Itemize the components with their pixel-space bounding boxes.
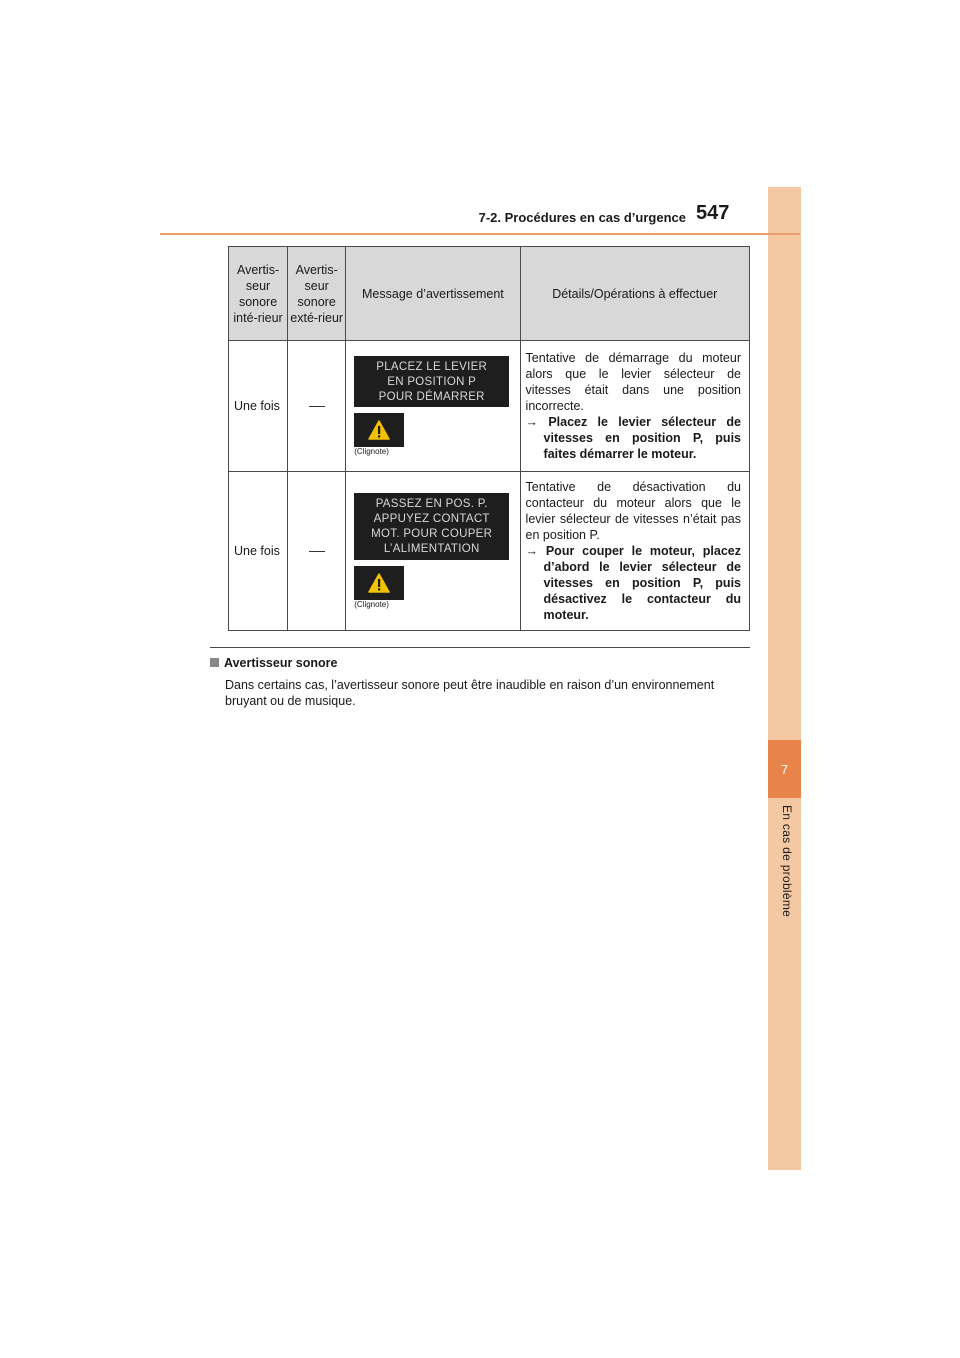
message-cell [346, 472, 520, 631]
chapter-tab[interactable]: 7 [768, 740, 801, 798]
screen-line: EN POSITION P [387, 376, 477, 388]
detail-cell [520, 472, 749, 631]
chapter-label: En cas de problème [780, 805, 794, 918]
page-number: 547 [696, 202, 730, 224]
warning-icon-display [354, 413, 404, 447]
screen-line: POUR DÉMARRER [378, 391, 485, 403]
screen-line: MOT. POUR COUPER [371, 528, 493, 540]
warning-table [228, 246, 750, 631]
column-header: Avertis-seur sonore inté-rieur [229, 247, 288, 341]
detail-text: Tentative de démarrage du moteur alors que le levier sélecteur de vitesses était dans une position incorrecte. [525, 351, 741, 413]
screen-line: PASSEZ EN POS. P. [375, 498, 488, 510]
action-text: → Pour couper le moteur, placez d’abord le levier sélecteur de vitesses en position P, puis désactivez le contacteur du moteur. [525, 544, 741, 622]
section-title: 7-2. Procédures en cas d’urgence [478, 210, 686, 225]
message-screen [354, 356, 509, 407]
message-screen [354, 493, 509, 560]
section-divider [210, 647, 750, 648]
table-row [229, 472, 750, 631]
warning-icon-display [354, 566, 404, 600]
detail-text: Tentative de désactivation du contacteur du moteur alors que le levier sélecteur de vitesses n’était pas en position P. [525, 480, 741, 542]
external-buzzer-cell [288, 472, 346, 631]
column-header: Message d’avertissement [346, 247, 520, 341]
internal-buzzer-cell: Une fois [229, 341, 288, 472]
detail-cell [520, 341, 749, 472]
table-header-row [229, 247, 750, 341]
table-row [229, 341, 750, 472]
screen-line: PLACEZ LE LEVIER [376, 361, 488, 373]
screen-line: APPUYEZ CONTACT [373, 513, 490, 525]
external-buzzer-cell [288, 341, 346, 472]
dash-mark [309, 551, 325, 552]
note-heading [210, 656, 337, 670]
screen-line: L’ALIMENTATION [383, 543, 480, 555]
column-header: Détails/Opérations à effectuer [520, 247, 749, 341]
warning-triangle-icon [368, 573, 390, 593]
note-body: Dans certains cas, l’avertisseur sonore peut être inaudible en raison d’un environnement bruyant ou de musique. [225, 678, 715, 708]
header-divider [160, 233, 800, 235]
dash-mark [309, 406, 325, 407]
note-title: Avertisseur sonore [224, 656, 338, 670]
internal-buzzer-cell: Une fois [229, 472, 288, 631]
square-bullet-icon [210, 658, 219, 667]
warning-triangle-icon [368, 420, 390, 440]
blink-caption: (Clignote) [354, 600, 389, 609]
side-strip [768, 187, 801, 1170]
message-cell [346, 341, 520, 472]
column-header: Avertis-seur sonore exté-rieur [288, 247, 346, 341]
action-text: → Placez le levier sélecteur de vitesses en position P, puis faites démarrer le moteur. [525, 415, 741, 461]
blink-caption: (Clignote) [354, 447, 389, 456]
